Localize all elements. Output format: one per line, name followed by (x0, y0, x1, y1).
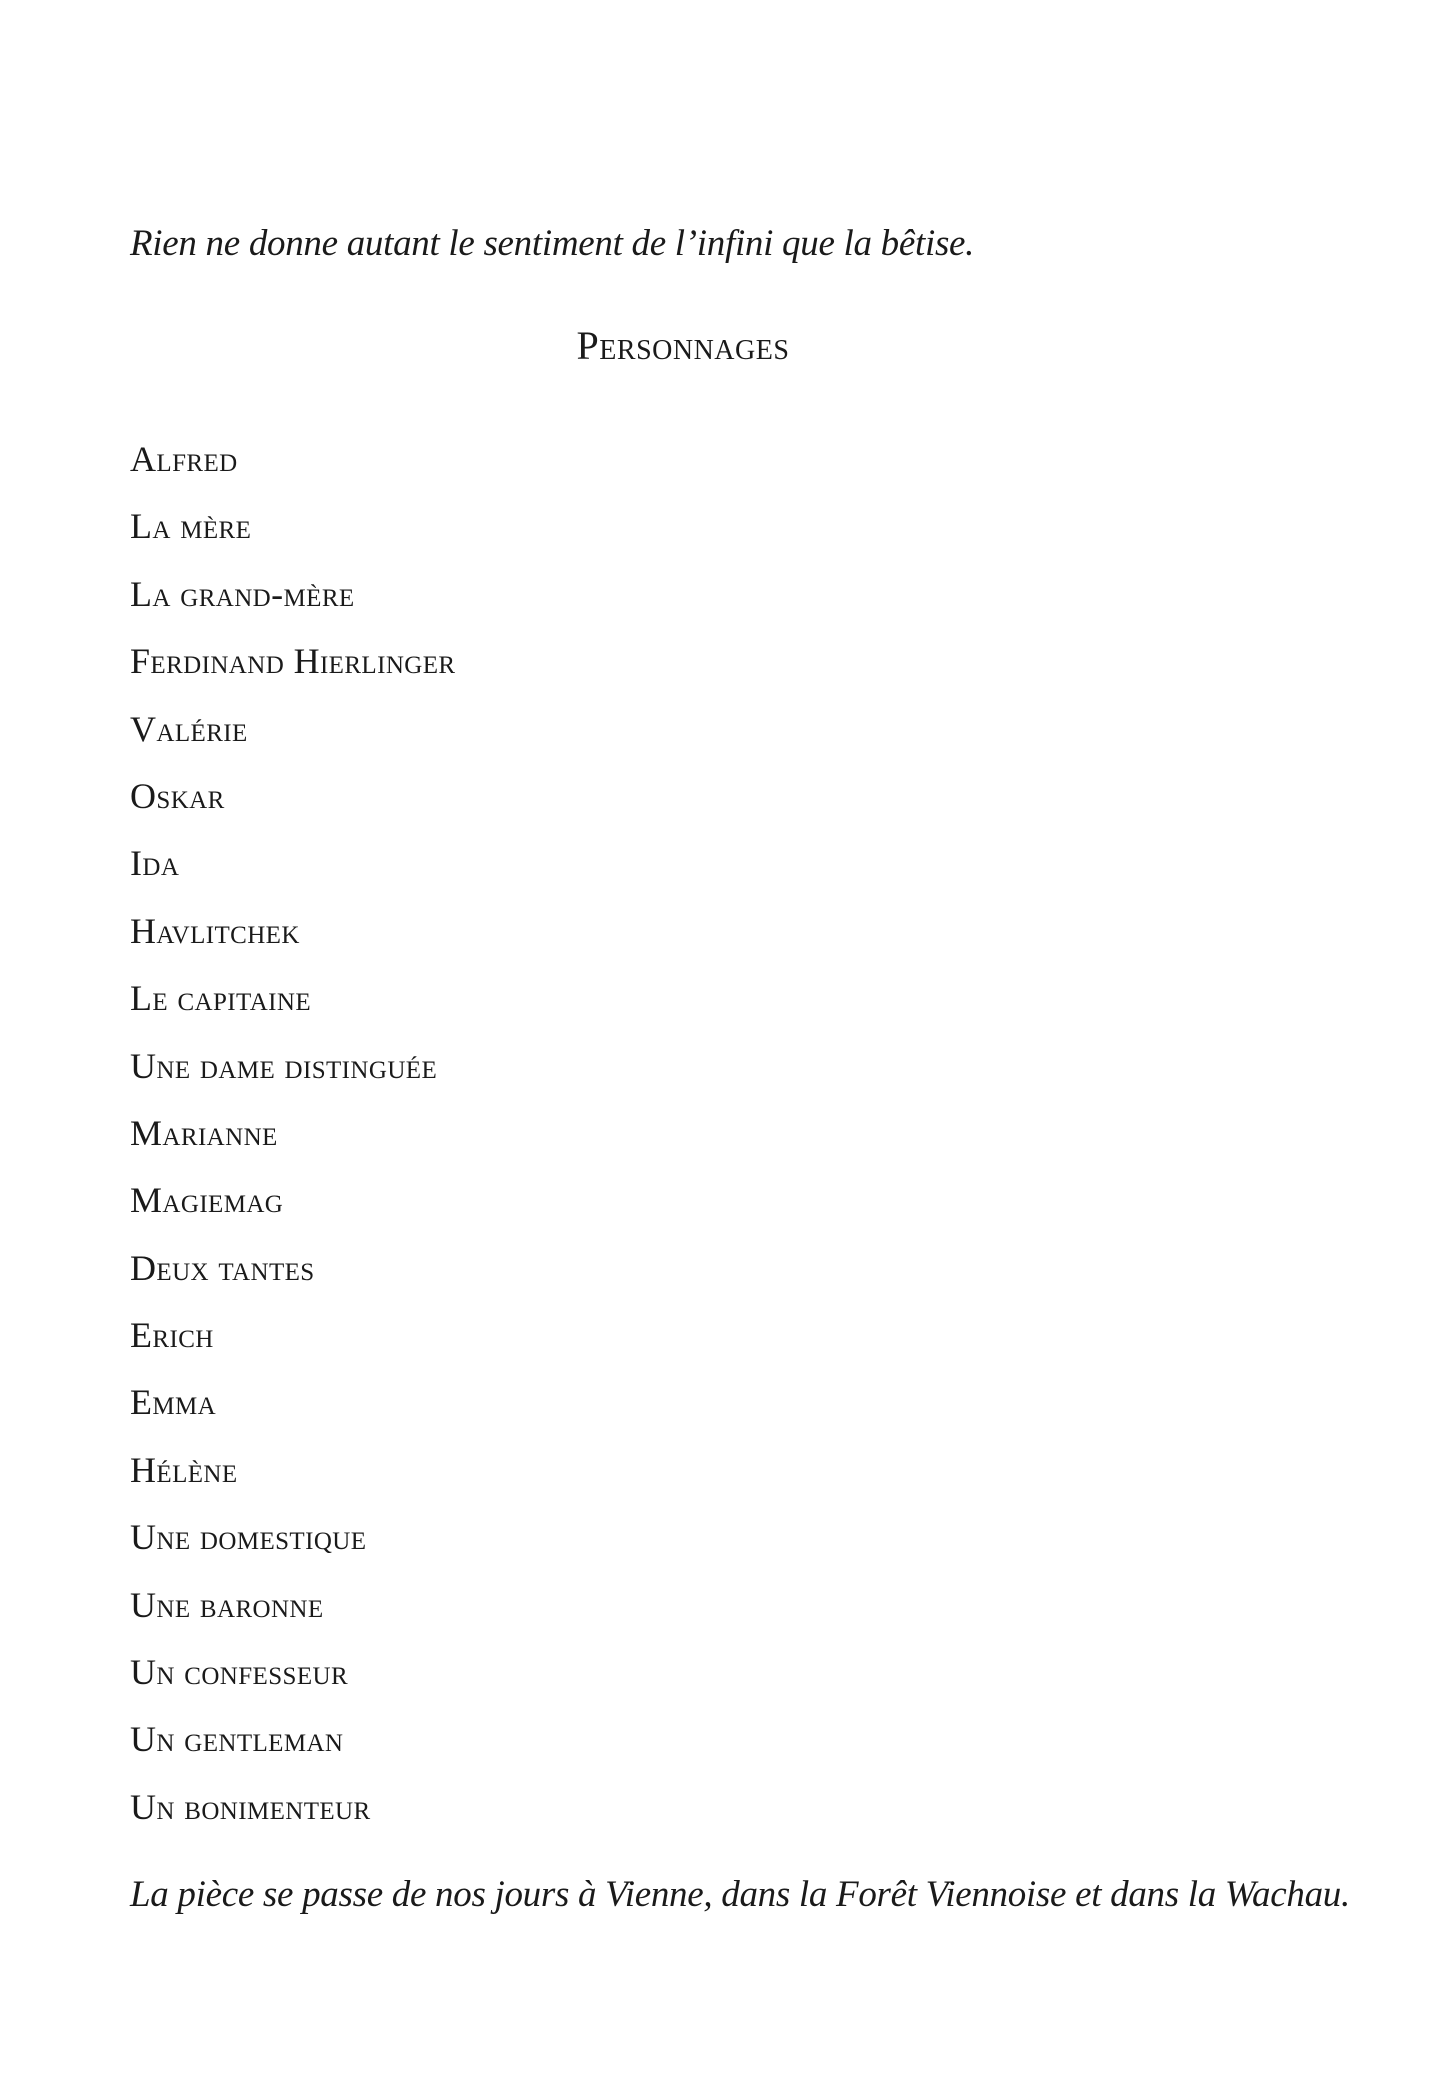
character-name: La mère (130, 506, 252, 547)
character-name: Havlitchek (130, 910, 300, 951)
character-name: Ferdinand Hierlinger (130, 641, 456, 682)
setting-note: La pièce se passe de nos jours à Vienne, dans la Forêt Viennoise et dans la Wachau. (130, 1874, 1350, 1915)
character-name: Erich (130, 1315, 214, 1356)
character-name: Ida (130, 843, 180, 884)
character-name: Marianne (130, 1112, 278, 1153)
section-heading: Personnages (576, 323, 790, 368)
character-name: Hélène (130, 1449, 238, 1490)
character-name: Magiemag (130, 1180, 284, 1221)
character-name: Emma (130, 1382, 217, 1423)
epigraph: Rien ne donne autant le sentiment de l’infini que la bêtise. (130, 223, 975, 264)
character-name: Une dame distinguée (130, 1045, 438, 1086)
character-name: Un gentleman (130, 1719, 344, 1760)
character-name: Valérie (130, 708, 248, 749)
character-name: Un confesseur (130, 1652, 349, 1693)
character-name: Alfred (130, 439, 238, 479)
character-name: Oskar (130, 775, 225, 816)
character-name: Un bonimenteur (130, 1786, 371, 1827)
character-name: Une baronne (130, 1584, 324, 1625)
character-name: Deux tantes (130, 1247, 315, 1288)
character-name: Le capitaine (130, 978, 311, 1019)
character-list (130, 435, 455, 1850)
character-name: Une domestique (130, 1517, 367, 1558)
character-name: La grand-mère (130, 573, 355, 614)
